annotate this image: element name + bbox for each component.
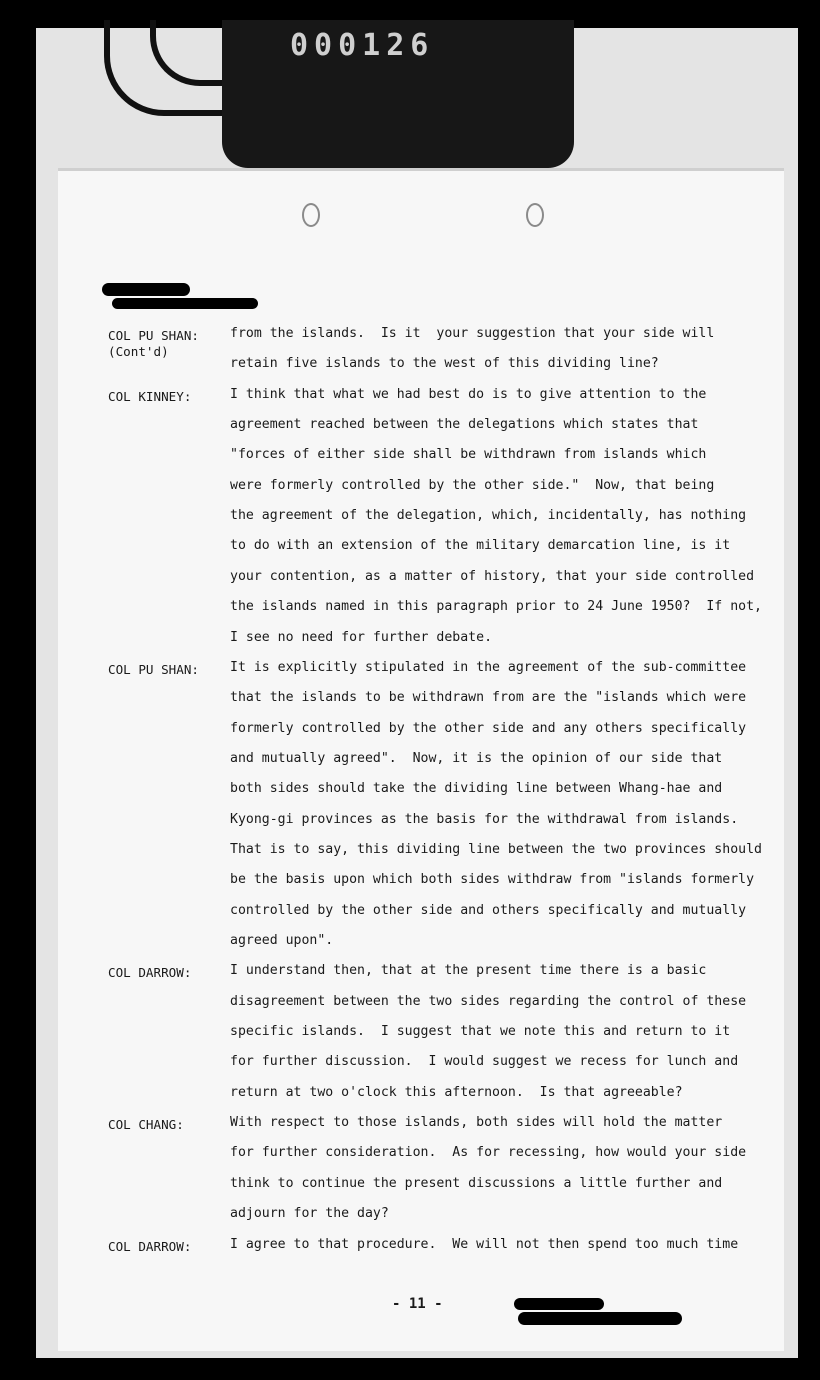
transcript-line: controlled by the other side and others specifically and mutually <box>230 902 747 918</box>
transcript-line: I agree to that procedure. We will not then spend too much time <box>230 1236 739 1252</box>
transcript-line: formerly controlled by the other side and any others specifically <box>230 720 747 736</box>
speaker-label: COL PU SHAN: (Cont'd) <box>108 328 199 359</box>
speaker-label: COL DARROW: <box>108 965 192 981</box>
transcript-line: the islands named in this paragraph prior to 24 June 1950? If not, <box>230 599 762 615</box>
speaker-label: COL DARROW: <box>108 1238 192 1254</box>
page-number: - 11 - <box>392 1296 443 1312</box>
transcript-line: I understand then, that at the present time there is a basic <box>230 963 707 979</box>
transcript-line: think to continue the present discussions a little further and <box>230 1175 723 1191</box>
transcript-line: for further consideration. As for recessing, how would your side <box>230 1145 747 1161</box>
speaker-label: COL KINNEY: <box>108 388 192 404</box>
transcript-line: adjourn for the day? <box>230 1206 389 1222</box>
redaction-bar <box>518 1312 682 1325</box>
transcript-line: your contention, as a matter of history, that your side controlled <box>230 568 755 584</box>
transcript-line: return at two o'clock this afternoon. Is that agreeable? <box>230 1084 683 1100</box>
transcript-line: and mutually agreed". Now, it is the opinion of our side that <box>230 750 723 766</box>
frame-counter: 000126 <box>290 28 435 63</box>
transcript-line: be the basis upon which both sides withdraw from "islands formerly <box>230 872 755 888</box>
transcript-line: agreed upon". <box>230 933 334 948</box>
transcript-line: It is explicitly stipulated in the agreement of the sub-committee <box>230 659 747 675</box>
transcript-line: retain five islands to the west of this dividing line? <box>230 356 659 372</box>
transcript-line: I see no need for further debate. <box>230 629 493 645</box>
transcript-line: specific islands. I suggest that we note this and return to it <box>230 1024 731 1040</box>
transcript-line: for further discussion. I would suggest we recess for lunch and <box>230 1054 739 1070</box>
transcript-line: That is to say, this dividing line between the two provinces should <box>230 841 762 857</box>
transcript-line: disagreement between the two sides regarding the control of these <box>230 993 747 1009</box>
speaker-label: COL PU SHAN: <box>108 661 199 677</box>
transcript-line: With respect to those islands, both sides will hold the matter <box>230 1115 723 1131</box>
transcript-line: the agreement of the delegation, which, incidentally, has nothing <box>230 508 747 524</box>
transcript-line: "forces of either side shall be withdrawn from islands which <box>230 447 707 463</box>
transcript-line: from the islands. Is it your suggestion that your side will <box>230 326 715 341</box>
transcript-line: agreement reached between the delegations which states that <box>230 417 699 433</box>
punch-hole <box>526 203 544 227</box>
transcript-line: Kyong-gi provinces as the basis for the withdrawal from islands. <box>230 811 739 827</box>
redaction-bar <box>102 283 190 296</box>
speaker-label: COL CHANG: <box>108 1117 184 1133</box>
punch-hole <box>302 203 320 227</box>
transcript-line: I think that what we had best do is to give attention to the <box>230 386 707 402</box>
transcript-line: to do with an extension of the military demarcation line, is it <box>230 538 731 554</box>
transcript-line: both sides should take the dividing line between Whang-hae and <box>230 781 723 797</box>
redaction-bar <box>112 298 258 309</box>
redaction-bar <box>514 1298 604 1310</box>
transcript-line: were formerly controlled by the other side." Now, that being <box>230 477 715 493</box>
transcript-line: that the islands to be withdrawn from are the "islands which were <box>230 690 747 706</box>
